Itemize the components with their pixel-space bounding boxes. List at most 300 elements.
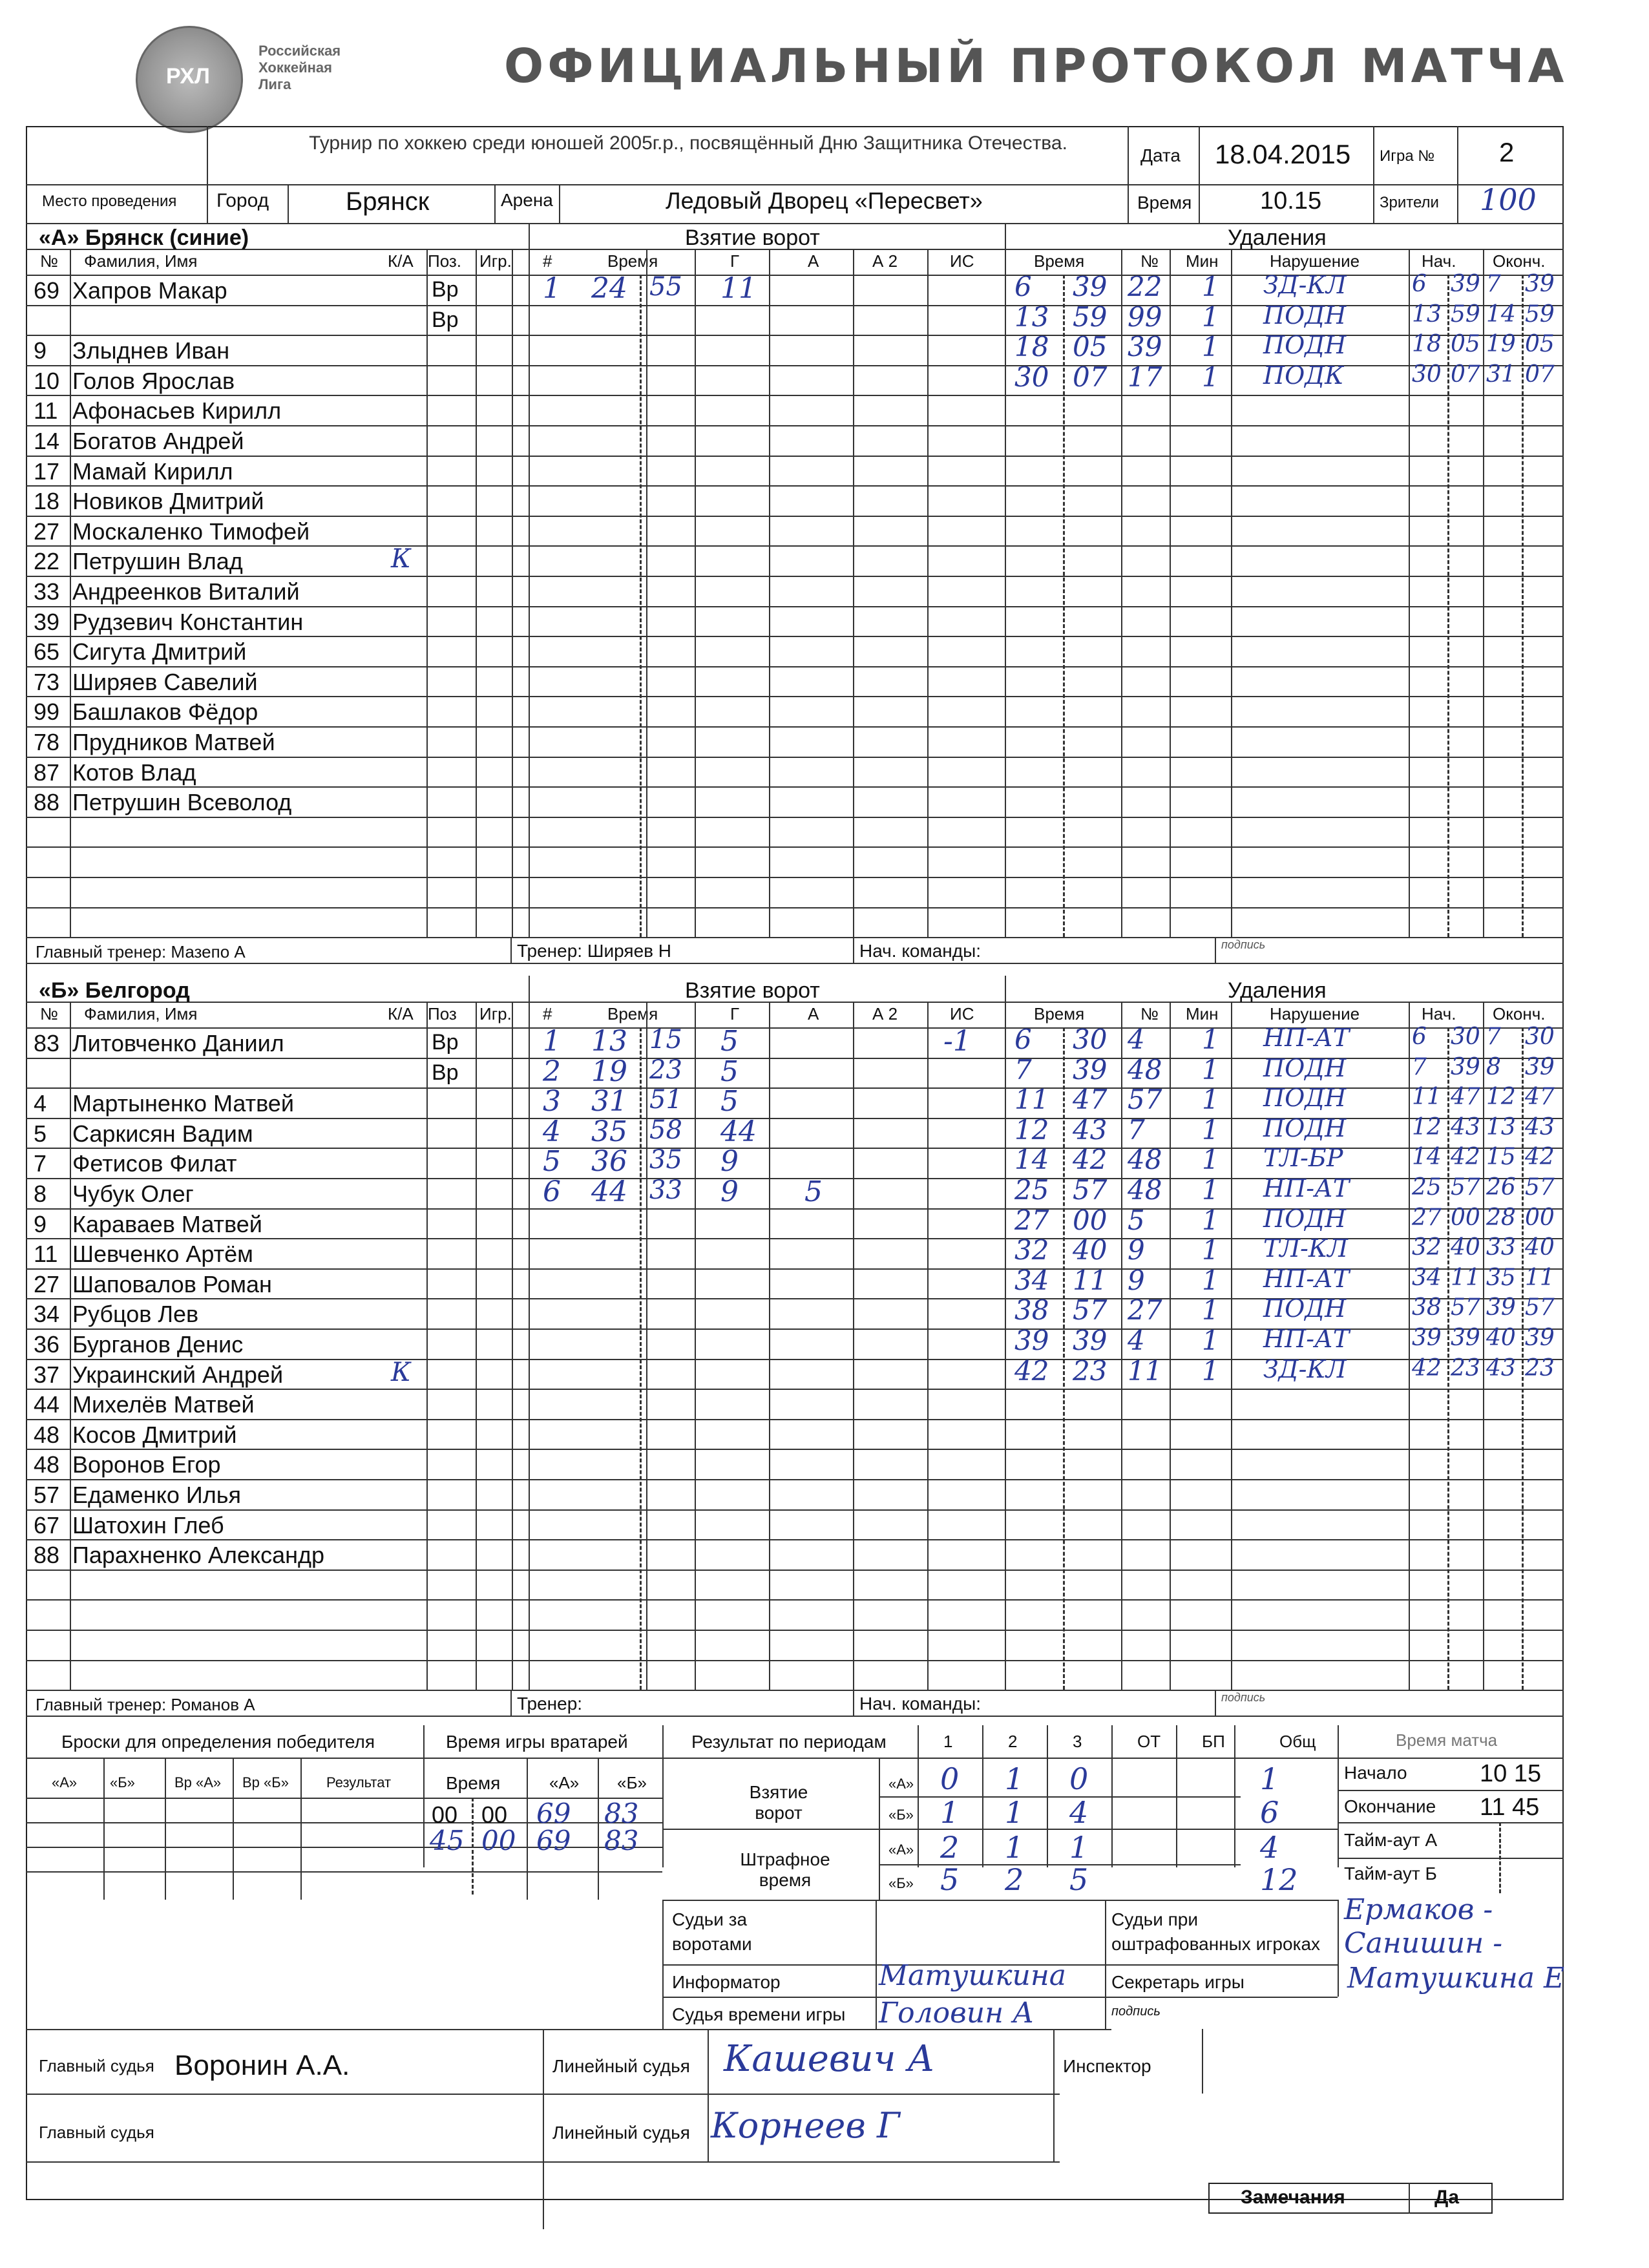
period-goals-a: 1: [1005, 1761, 1024, 1796]
penalty-minutes: 1: [1202, 1234, 1219, 1266]
penalty-end-min: 7: [1486, 271, 1501, 297]
rule: [26, 1570, 1564, 1571]
penalty-start-min: 6: [1412, 1024, 1427, 1050]
penalty-end-sec: 07: [1525, 361, 1555, 388]
rule: [1105, 1900, 1106, 2029]
goal-scorer: 11: [720, 272, 757, 305]
rule: [876, 1900, 877, 2029]
penalty-end-sec: 43: [1525, 1113, 1555, 1140]
player-number: 5: [34, 1120, 47, 1147]
penalty-minutes: 1: [1202, 1053, 1219, 1086]
penalty-min: 12: [1014, 1113, 1049, 1146]
col-pen-min: Мин: [1186, 251, 1219, 271]
team-b-head-coach: Главный тренер: Романов А: [36, 1695, 255, 1715]
row-a: «А»: [888, 1842, 914, 1858]
col-goal-a: А: [808, 251, 819, 271]
player-name: Шевченко Артём: [72, 1241, 253, 1268]
penalty-end-sec: 05: [1525, 331, 1555, 358]
penalty-end-min: 26: [1486, 1174, 1516, 1201]
captain-mark: К: [391, 544, 411, 574]
player-name: Саркисян Вадим: [72, 1120, 253, 1147]
penalty-end-min: 39: [1486, 1294, 1516, 1321]
gk-col: Время: [446, 1773, 501, 1793]
rule: [598, 1758, 599, 1900]
penalty-end-sec: 00: [1525, 1204, 1555, 1231]
col-pos: Поз.: [428, 251, 461, 271]
penalty-violation: ЗД-КЛ: [1263, 1354, 1347, 1383]
penalty-violation: ПОДН: [1263, 1053, 1347, 1082]
rule: [879, 1796, 1241, 1798]
penalty-end-min: 28: [1486, 1204, 1516, 1231]
rule: [1373, 126, 1374, 223]
rule: [527, 1758, 528, 1900]
player-name: Украинский Андрей: [72, 1361, 284, 1388]
penalty-start-sec: 05: [1451, 331, 1480, 358]
gk-b: 83: [604, 1825, 639, 1856]
rule: [510, 937, 512, 963]
line-judge-2: Корнеев Г: [711, 2105, 900, 2146]
penalty-sec: 39: [1073, 1053, 1108, 1086]
rule: [26, 1716, 1564, 1717]
col-pen-min: Мин: [1186, 1004, 1219, 1024]
rule: [543, 2029, 544, 2229]
penalty-start-sec: 00: [1451, 1204, 1480, 1231]
goal-scorer: 9: [720, 1175, 739, 1208]
goal-number: 5: [543, 1145, 561, 1179]
rule: [26, 1599, 1564, 1601]
penalty-start-sec: 39: [1451, 271, 1480, 297]
penalty-end-min: 43: [1486, 1354, 1516, 1381]
rule: [26, 516, 1564, 517]
player-number: 78: [34, 729, 60, 755]
penalty-start-sec: 39: [1451, 1053, 1480, 1080]
rule: [559, 184, 560, 223]
col-games: Игр.: [479, 251, 512, 271]
goal-sec: 33: [649, 1175, 682, 1205]
player-name: Парахненко Александр: [72, 1542, 325, 1569]
rule: [26, 963, 1564, 964]
penalty-player: 17: [1128, 361, 1162, 393]
team-a-sign-label: подпись: [1221, 938, 1266, 952]
player-name: Михелёв Матвей: [72, 1391, 255, 1418]
penalty-start-sec: 42: [1451, 1144, 1480, 1171]
period-col: БП: [1202, 1732, 1225, 1751]
date-value: 18.04.2015: [1215, 139, 1351, 169]
penalty-sec: 43: [1073, 1113, 1108, 1146]
player-number: 69: [34, 277, 60, 304]
remarks-label: Замечания: [1241, 2187, 1345, 2208]
player-name: Афонасьев Кирилл: [72, 397, 282, 425]
penalty-min: 38: [1014, 1294, 1049, 1327]
rule: [26, 184, 1564, 185]
rule: [695, 249, 696, 937]
player-number: 99: [34, 698, 60, 726]
rule: [426, 1002, 428, 1690]
goal-min: 35: [591, 1115, 627, 1148]
rule: [26, 1539, 1564, 1540]
rule: [512, 249, 513, 937]
rule: [494, 184, 496, 223]
shootout-title: Броски для определения победителя: [61, 1732, 375, 1752]
penalty-player: 99: [1128, 300, 1162, 333]
player-number: 65: [34, 638, 60, 666]
rule: [1202, 2029, 1203, 2094]
rule: [1457, 126, 1458, 223]
player-number: 37: [34, 1361, 60, 1388]
penalty-end-min: 7: [1486, 1024, 1501, 1050]
rule: [26, 456, 1564, 457]
player-name: Злыднев Иван: [72, 337, 230, 364]
rule: [26, 636, 1564, 637]
penalty-player: 5: [1128, 1204, 1145, 1236]
goal-sec: 15: [649, 1025, 682, 1055]
goal-situation: -1: [943, 1025, 971, 1058]
rule: [26, 606, 1564, 607]
col-pen-num: №: [1140, 1004, 1159, 1024]
rule: [26, 666, 1564, 667]
penalty-start-min: 18: [1412, 331, 1442, 358]
secretary-label: Секретарь игры: [1111, 1972, 1245, 1992]
goals-row-label: Взятие ворот: [749, 1782, 808, 1823]
player-name: Мамай Кирилл: [72, 457, 233, 485]
col-num: №: [40, 251, 58, 271]
row-b: «Б»: [888, 1875, 914, 1891]
penalty-start-min: 14: [1412, 1144, 1442, 1171]
penalty-sec: 42: [1073, 1144, 1108, 1176]
rule: [853, 1690, 854, 1716]
penalty-sec: 07: [1073, 361, 1108, 393]
rule: [708, 2029, 709, 2161]
penalty-end-sec: 40: [1525, 1234, 1555, 1261]
col-goal-time: Время: [607, 1004, 658, 1024]
chief-judge-2-label: Главный судья: [39, 2123, 154, 2142]
penalty-end-min: 15: [1486, 1144, 1516, 1171]
rule: [1121, 1002, 1122, 1690]
penalty-violation: ПОДН: [1263, 1113, 1347, 1142]
penalty-minutes: 1: [1202, 271, 1219, 302]
player-number: 10: [34, 367, 60, 394]
rule: [695, 1002, 696, 1690]
col-name: Фамилия, Имя: [84, 1004, 198, 1024]
player-number: 4: [34, 1090, 47, 1117]
player-name: Воронов Егор: [72, 1451, 221, 1478]
penalty-end-sec: 57: [1525, 1294, 1555, 1321]
rule: [426, 249, 428, 937]
penalty-sec: 11: [1073, 1264, 1108, 1296]
penalty-minutes: 1: [1202, 1264, 1219, 1296]
penalty-violation: ПОДН: [1263, 331, 1347, 360]
period-pen-b: 5: [940, 1862, 960, 1897]
player-name: Новиков Дмитрий: [72, 488, 264, 515]
period-col: 3: [1073, 1732, 1082, 1751]
period-col: 2: [1008, 1732, 1018, 1751]
penalty-start-min: 34: [1412, 1264, 1442, 1291]
goal-min: 13: [591, 1025, 627, 1058]
rule: [26, 757, 1564, 758]
col-games: Игр.: [479, 1004, 512, 1024]
player-number: 57: [34, 1482, 60, 1508]
rule: [26, 485, 1564, 487]
start-label: Начало: [1344, 1763, 1407, 1783]
col-num: №: [40, 1004, 58, 1024]
period-goals-a: 1: [1260, 1761, 1279, 1796]
rule: [853, 249, 854, 937]
informer-value: Матушкина: [879, 1959, 1067, 1992]
rule: [1338, 1858, 1564, 1859]
informer-label: Информатор: [672, 1972, 781, 1992]
player-number: 44: [34, 1391, 60, 1418]
gk-a: 69: [536, 1798, 571, 1829]
col-goal-a: А: [808, 1004, 819, 1024]
player-number: 22: [34, 548, 60, 575]
penalty-player: 48: [1128, 1053, 1162, 1086]
goal-min: 36: [591, 1145, 627, 1179]
goal-scorer: 5: [720, 1055, 739, 1088]
col-pen-violation: Нарушение: [1270, 1004, 1360, 1024]
rule: [207, 184, 208, 223]
period-pen-a: 2: [940, 1830, 960, 1865]
team-b-goals-title: Взятие ворот: [685, 978, 820, 1003]
period-pen-a: 1: [1005, 1830, 1024, 1865]
goal-assist: 5: [804, 1175, 823, 1208]
penalty-min: 7: [1014, 1053, 1032, 1086]
penalty-end-min: 31: [1486, 361, 1516, 388]
gk-col: «Б»: [617, 1773, 647, 1792]
col-goal-a2: А 2: [872, 251, 898, 271]
team-a-team-chief: Нач. команды:: [859, 941, 981, 961]
city-value: Брянск: [346, 187, 430, 216]
team-b-team-chief: Нач. команды:: [859, 1694, 981, 1714]
player-number: 27: [34, 1270, 60, 1297]
secretary-value: Матушкина Е: [1347, 1962, 1565, 1995]
penalty-start-min: 11: [1412, 1084, 1442, 1111]
dashed-rule: [472, 1798, 474, 1895]
player-number: 39: [34, 608, 60, 635]
penalty-minutes: 1: [1202, 1294, 1219, 1327]
player-name: Косов Дмитрий: [72, 1421, 237, 1448]
penalty-sec: 40: [1073, 1234, 1108, 1266]
rule: [233, 1758, 234, 1900]
gk-b: 83: [604, 1798, 639, 1829]
captain-mark: К: [391, 1357, 411, 1387]
page-title: ОФИЦИАЛЬНЫЙ ПРОТОКОЛ МАТЧА: [504, 39, 1568, 93]
penalty-end-sec: 47: [1525, 1084, 1555, 1111]
time-label: Время: [1137, 193, 1192, 213]
goal-min: 44: [591, 1175, 627, 1208]
col-pen-end: Оконч.: [1493, 251, 1546, 271]
player-name: Котов Влад: [72, 759, 196, 786]
goalie-time-title: Время игры вратарей: [446, 1732, 628, 1752]
rule: [288, 184, 289, 223]
rule: [26, 1479, 1564, 1480]
goal-min: 31: [591, 1085, 627, 1118]
penalty-end-sec: 39: [1525, 271, 1555, 297]
period-pen-b: 2: [1005, 1862, 1024, 1897]
rule: [70, 1002, 71, 1690]
period-pen-b: 12: [1260, 1862, 1298, 1897]
penalty-end-sec: 30: [1525, 1024, 1555, 1050]
rule: [1231, 249, 1232, 937]
rule: [26, 786, 1564, 788]
player-number: 11: [34, 1241, 58, 1268]
player-number: 8: [34, 1181, 47, 1207]
rule: [927, 249, 929, 937]
penalty-end-sec: 59: [1525, 300, 1555, 328]
penalty-violation: ПОДК: [1263, 361, 1344, 390]
penalty-min: 42: [1014, 1354, 1049, 1387]
end-value: 11 45: [1480, 1794, 1540, 1821]
penalty-judges-label: Судьи при оштрафованных игроках: [1111, 1909, 1321, 1954]
penalty-start-sec: 39: [1451, 1325, 1480, 1351]
shootout-col: Вр «Б»: [242, 1774, 289, 1790]
col-pen-start: Нач.: [1422, 251, 1456, 271]
goal-number: 1: [543, 272, 561, 305]
penalty-sec: 57: [1073, 1174, 1108, 1206]
period-col: Общ: [1279, 1732, 1316, 1751]
league-logo: РХЛ: [136, 26, 243, 133]
penalty-min: 6: [1014, 1024, 1032, 1055]
penalty-start-min: 7: [1412, 1053, 1427, 1080]
penalty-start-min: 12: [1412, 1113, 1442, 1140]
player-position: Вр: [432, 1030, 459, 1055]
rule: [26, 817, 1564, 818]
penalty-start-sec: 11: [1451, 1264, 1480, 1291]
end-label: Окончание: [1344, 1796, 1436, 1816]
rule: [26, 576, 1564, 577]
player-name: Москаленко Тимофей: [72, 518, 310, 545]
goal-sec: 55: [649, 272, 682, 302]
player-number: 34: [34, 1301, 60, 1328]
team-a-goals-title: Взятие ворот: [685, 226, 820, 250]
col-goal-num: #: [543, 251, 552, 271]
rule: [927, 1002, 929, 1690]
col-pos: Поз: [428, 1004, 457, 1024]
row-a: «А»: [888, 1776, 914, 1792]
sign-label: подпись: [1111, 2004, 1161, 2019]
col-pen-violation: Нарушение: [1270, 251, 1360, 271]
rule: [476, 1002, 477, 1690]
game-number: 2: [1499, 137, 1515, 167]
penalty-end-sec: 57: [1525, 1174, 1555, 1201]
rule: [1053, 2029, 1055, 2161]
penalty-sec: 23: [1073, 1354, 1108, 1387]
rule: [103, 1758, 105, 1900]
goal-sec: 23: [649, 1055, 682, 1085]
rule: [26, 223, 1564, 224]
gk-a: 69: [536, 1825, 571, 1856]
penalty-start-sec: 07: [1451, 361, 1480, 388]
player-name: Шаповалов Роман: [72, 1270, 272, 1297]
goal-number: 4: [543, 1115, 561, 1148]
goal-scorer: 5: [720, 1025, 739, 1058]
player-number: 9: [34, 337, 47, 364]
penalty-minutes: 1: [1202, 1325, 1219, 1356]
player-name: Петрушин Влад: [72, 548, 243, 575]
team-b-team-label: «Б» Белгород: [39, 978, 190, 1003]
goal-judges-label: Судьи за воротами: [672, 1909, 752, 1954]
match-time-title: Время матча: [1396, 1730, 1498, 1750]
rule: [26, 696, 1564, 697]
rule: [26, 1660, 1564, 1661]
penalty-start-sec: 30: [1451, 1024, 1480, 1050]
rule: [512, 1002, 513, 1690]
penalty-end-min: 19: [1486, 331, 1516, 358]
col-pen-end: Оконч.: [1493, 1004, 1546, 1024]
rule: [769, 249, 770, 937]
line-judge-label: Линейный судья: [552, 2123, 690, 2143]
penalty-minutes: 1: [1202, 361, 1219, 393]
player-name: Петрушин Всеволод: [72, 789, 292, 816]
goal-sec: 58: [649, 1115, 682, 1145]
penalty-min: 6: [1014, 271, 1032, 302]
tournament-title: Турнир по хоккею среди юношей 2005г.р., посвящённый Дню Защитника Отечества.: [309, 132, 1067, 154]
rule: [26, 395, 1564, 396]
line-judge-label: Линейный судья: [552, 2056, 690, 2076]
goal-number: 1: [543, 1025, 561, 1058]
player-number: 17: [34, 457, 60, 485]
player-number: 67: [34, 1511, 60, 1538]
penalty-min: 18: [1014, 331, 1049, 363]
player-number: 88: [34, 1542, 60, 1569]
penalty-violation: ЗД-КЛ: [1263, 271, 1347, 299]
goal-scorer: 9: [720, 1145, 739, 1179]
rule: [26, 937, 1564, 938]
penalty-start-min: 38: [1412, 1294, 1442, 1321]
penalty-violation: НП-АТ: [1263, 1264, 1350, 1293]
col-name: Фамилия, Имя: [84, 251, 198, 271]
team-a-penalties-title: Удаления: [1228, 226, 1327, 250]
penalty-end-min: 35: [1486, 1264, 1516, 1291]
penalty-minutes: 1: [1202, 1113, 1219, 1146]
rule: [662, 1725, 664, 1867]
player-name: Шатохин Глеб: [72, 1511, 224, 1538]
penalty-minutes: 1: [1202, 1084, 1219, 1116]
date-label: Дата: [1140, 145, 1181, 165]
player-name: Чубук Олег: [72, 1181, 194, 1207]
rule: [26, 907, 1564, 908]
player-name: Рубцов Лев: [72, 1301, 199, 1328]
penalty-start-sec: 57: [1451, 1174, 1480, 1201]
start-value: 10 15: [1480, 1760, 1542, 1787]
penalty-minutes: 1: [1202, 1204, 1219, 1236]
goal-number: 3: [543, 1085, 561, 1118]
rule: [1483, 249, 1484, 937]
penalty-judges-value: Ермаков - Санишин -: [1344, 1893, 1503, 1960]
col-goal-is: ИС: [950, 251, 974, 271]
gk-time: 00: [481, 1825, 516, 1856]
rule: [26, 1690, 1564, 1691]
penalty-player: 22: [1128, 271, 1162, 302]
penalty-min: 25: [1014, 1174, 1049, 1206]
penalty-player: 11: [1128, 1354, 1162, 1387]
dashed-rule: [1499, 1822, 1501, 1893]
penalty-end-min: 14: [1486, 300, 1516, 328]
player-name: Прудников Матвей: [72, 729, 275, 755]
penalty-end-sec: 42: [1525, 1144, 1555, 1171]
rule: [1338, 1822, 1564, 1823]
penalty-violation: ПОДН: [1263, 1294, 1347, 1323]
col-goal-time: Время: [607, 251, 658, 271]
col-ka: К/А: [388, 251, 414, 271]
penalty-row-label: Штрафное время: [740, 1849, 830, 1890]
rule: [300, 1758, 302, 1900]
rule: [529, 976, 530, 1690]
rule: [879, 1758, 880, 1900]
penalty-min: 34: [1014, 1264, 1049, 1296]
penalty-sec: 39: [1073, 1325, 1108, 1356]
team-a-head-coach: Главный тренер: Мазепо А: [36, 942, 246, 962]
goal-min: 19: [591, 1055, 627, 1088]
